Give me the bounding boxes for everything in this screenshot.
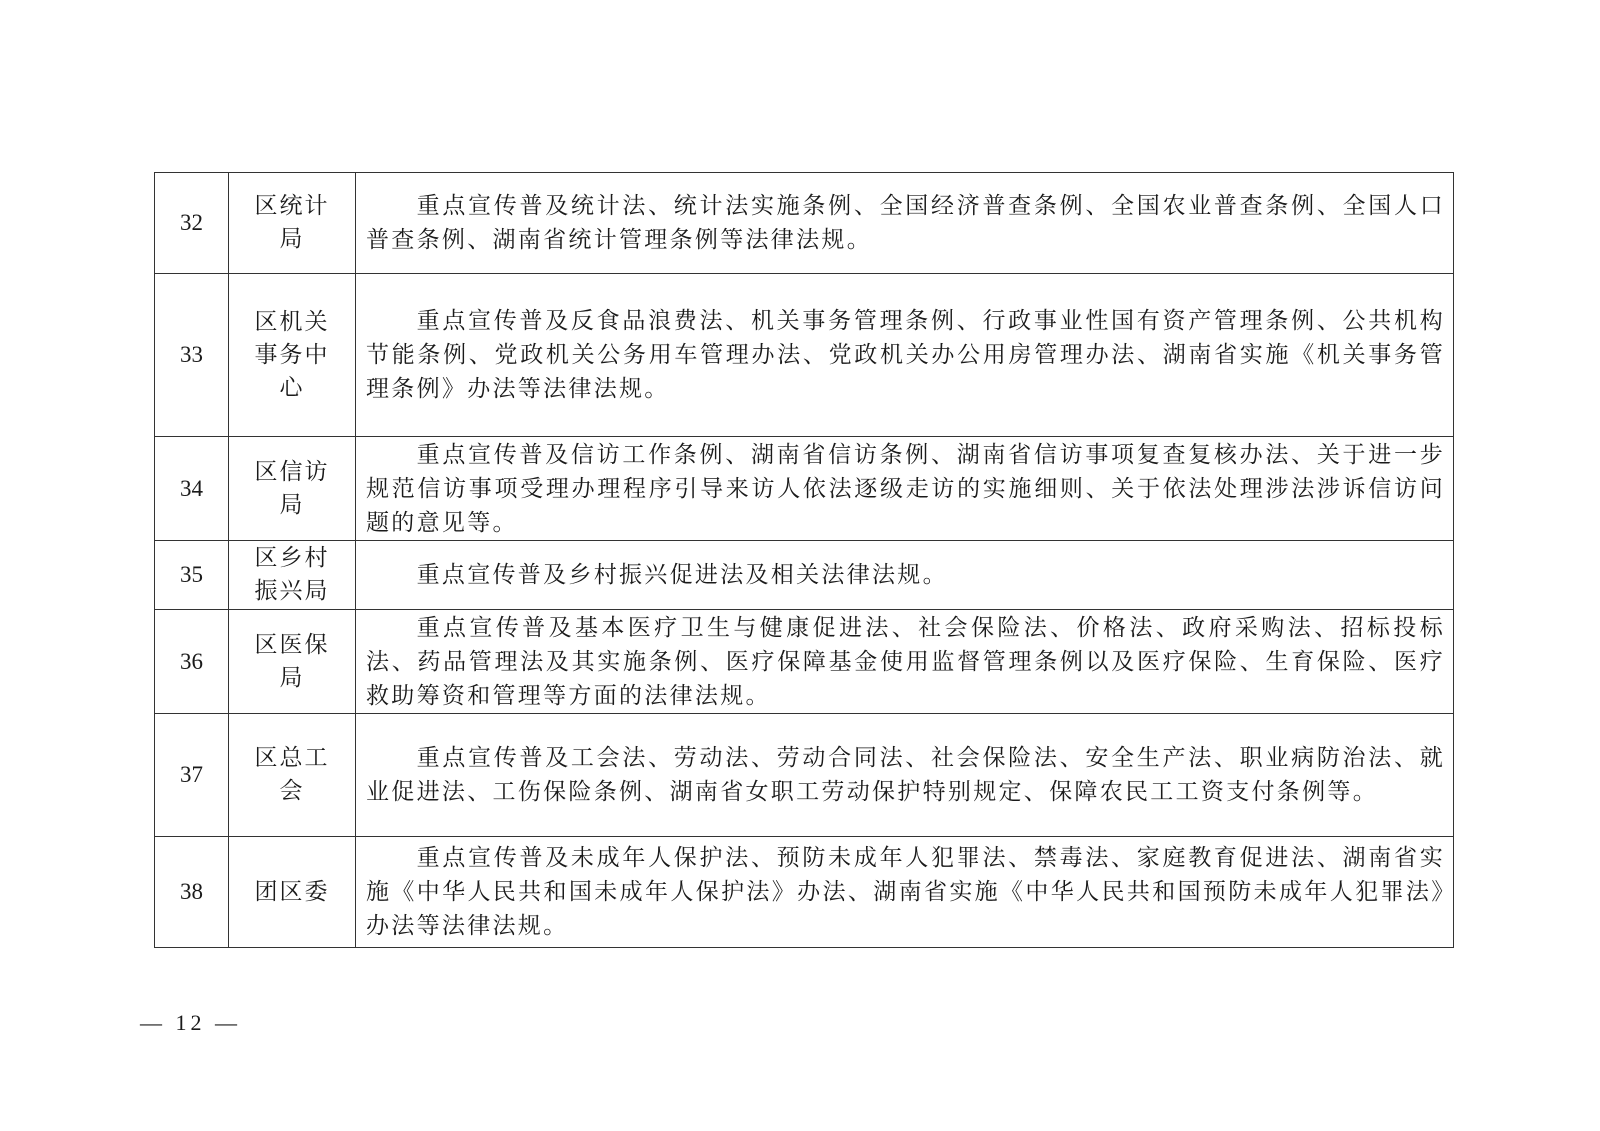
- unit-name: 团区委: [229, 837, 356, 948]
- row-number: 35: [155, 541, 229, 610]
- unit-name: 区医保局: [229, 610, 356, 714]
- row-number: 38: [155, 837, 229, 948]
- unit-name: 区总工会: [229, 714, 356, 837]
- table-row: [155, 437, 1454, 541]
- unit-name: 区乡村振兴局: [229, 541, 356, 610]
- content-text: 重点宣传普及未成年人保护法、预防未成年人犯罪法、禁毒法、家庭教育促进法、湖南省实施《中华人民共和国未成年人保护法》办法、湖南省实施《中华人民共和国预防未成年人犯罪法》办法等法律法规。: [356, 837, 1454, 948]
- unit-name: 区信访局: [229, 437, 356, 541]
- table-row: [155, 274, 1454, 437]
- row-number: 32: [155, 173, 229, 274]
- content-text: 重点宣传普及工会法、劳动法、劳动合同法、社会保险法、安全生产法、职业病防治法、就业促进法、工伤保险条例、湖南省女职工劳动保护特别规定、保障农民工工资支付条例等。: [356, 714, 1454, 837]
- table-row: [155, 610, 1454, 714]
- unit-name: 区统计局: [229, 173, 356, 274]
- table-row: [155, 714, 1454, 837]
- table-row: [155, 541, 1454, 610]
- content-text: 重点宣传普及信访工作条例、湖南省信访条例、湖南省信访事项复查复核办法、关于进一步规范信访事项受理办理程序引导来访人依法逐级走访的实施细则、关于依法处理涉法涉诉信访问题的意见等。: [356, 437, 1454, 541]
- content-text: 重点宣传普及乡村振兴促进法及相关法律法规。: [356, 541, 1454, 610]
- row-number: 36: [155, 610, 229, 714]
- row-number: 34: [155, 437, 229, 541]
- row-number: 33: [155, 274, 229, 437]
- regulation-table: [154, 172, 1454, 948]
- content-text: 重点宣传普及反食品浪费法、机关事务管理条例、行政事业性国有资产管理条例、公共机构节能条例、党政机关公务用车管理办法、党政机关办公用房管理办法、湖南省实施《机关事务管理条例》办法等法律法规。: [356, 274, 1454, 437]
- table-row: [155, 173, 1454, 274]
- content-text: 重点宣传普及统计法、统计法实施条例、全国经济普查条例、全国农业普查条例、全国人口普查条例、湖南省统计管理条例等法律法规。: [356, 173, 1454, 274]
- unit-name: 区机关事务中心: [229, 274, 356, 437]
- row-number: 37: [155, 714, 229, 837]
- content-text: 重点宣传普及基本医疗卫生与健康促进法、社会保险法、价格法、政府采购法、招标投标法、药品管理法及其实施条例、医疗保障基金使用监督管理条例以及医疗保险、生育保险、医疗救助筹资和管理等方面的法律法规。: [356, 610, 1454, 714]
- page-number: — 12 —: [140, 1010, 241, 1035]
- table-row: [155, 837, 1454, 948]
